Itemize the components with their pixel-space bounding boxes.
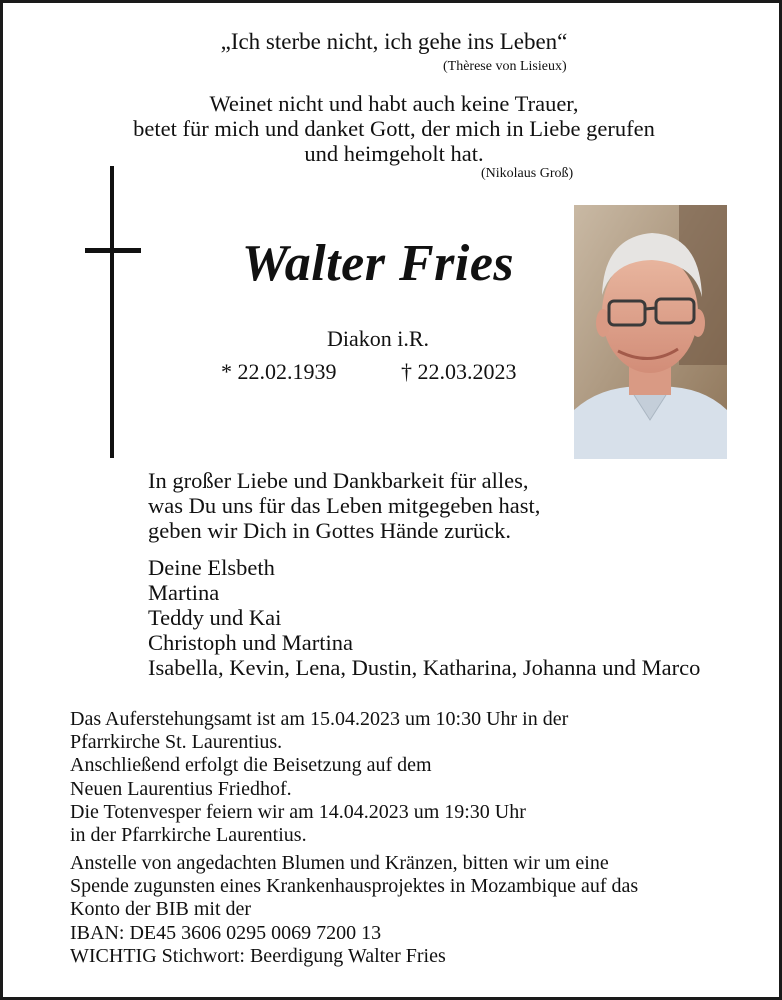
family-member: Deine Elsbeth [148,555,275,580]
service-line: Anschließend erfolgt die Beisetzung auf dem [70,754,432,777]
family-member: Teddy und Kai [148,605,282,630]
dedication-line: In großer Liebe und Dankbarkeit für alles, [148,468,529,493]
donation-iban: IBAN: DE45 3606 0295 0069 7200 13 [70,921,382,944]
birth-date: * 22.02.1939 [221,359,337,384]
service-line: in der Pfarrkirche Laurentius. [70,824,307,847]
quote-top: „Ich sterbe nicht, ich gehe ins Leben“ [220,29,568,54]
quote-second-line: und heimgeholt hat. [304,141,484,166]
service-line: Neuen Laurentius Friedhof. [70,777,292,800]
quote-second-line: betet für mich und danket Gott, der mich in Liebe gerufen [133,116,655,141]
service-info [70,708,568,847]
donation-keyword: WICHTIG Stichwort: Beerdigung Walter Fries [70,944,446,967]
service-line: Pfarrkirche St. Laurentius. [70,731,283,754]
death-date: † 22.03.2023 [401,359,517,384]
quote-second-source: (Nikolaus Groß) [481,166,574,181]
family-list [148,555,700,680]
family-member: Martina [148,580,220,605]
family-member: Christoph und Martina [148,630,353,655]
quote-top-source: (Thèrese von Lisieux) [443,59,567,74]
quote-second [3,91,782,166]
cross-icon-bar [85,248,141,253]
service-line: Das Auferstehungsamt ist am 15.04.2023 um 10:30 Uhr in der [70,708,569,730]
portrait-photo [574,205,727,459]
deceased-title: Diakon i.R. [326,326,430,351]
deceased-name: Walter Fries [241,235,515,292]
dedication-line: geben wir Dich in Gottes Hände zurück. [148,518,512,543]
donation-line: Spende zugunsten eines Krankenhausprojektes in Mozambique auf das [70,875,639,898]
quote-second-line: Weinet nicht und habt auch keine Trauer, [209,91,579,116]
donation-info [70,852,638,968]
donation-line: Konto der BIB mit der [70,898,252,921]
donation-line: Anstelle von angedachten Blumen und Kränzen, bitten wir um eine [70,852,609,874]
service-line: Die Totenvesper feiern wir am 14.04.2023 um 19:30 Uhr [70,800,526,823]
dedication-line: was Du uns für das Leben mitgegeben hast, [148,493,541,518]
family-member: Isabella, Kevin, Lena, Dustin, Katharina, Johanna und Marco [148,655,701,680]
dedication-text [148,468,540,543]
cross-icon [110,166,114,458]
